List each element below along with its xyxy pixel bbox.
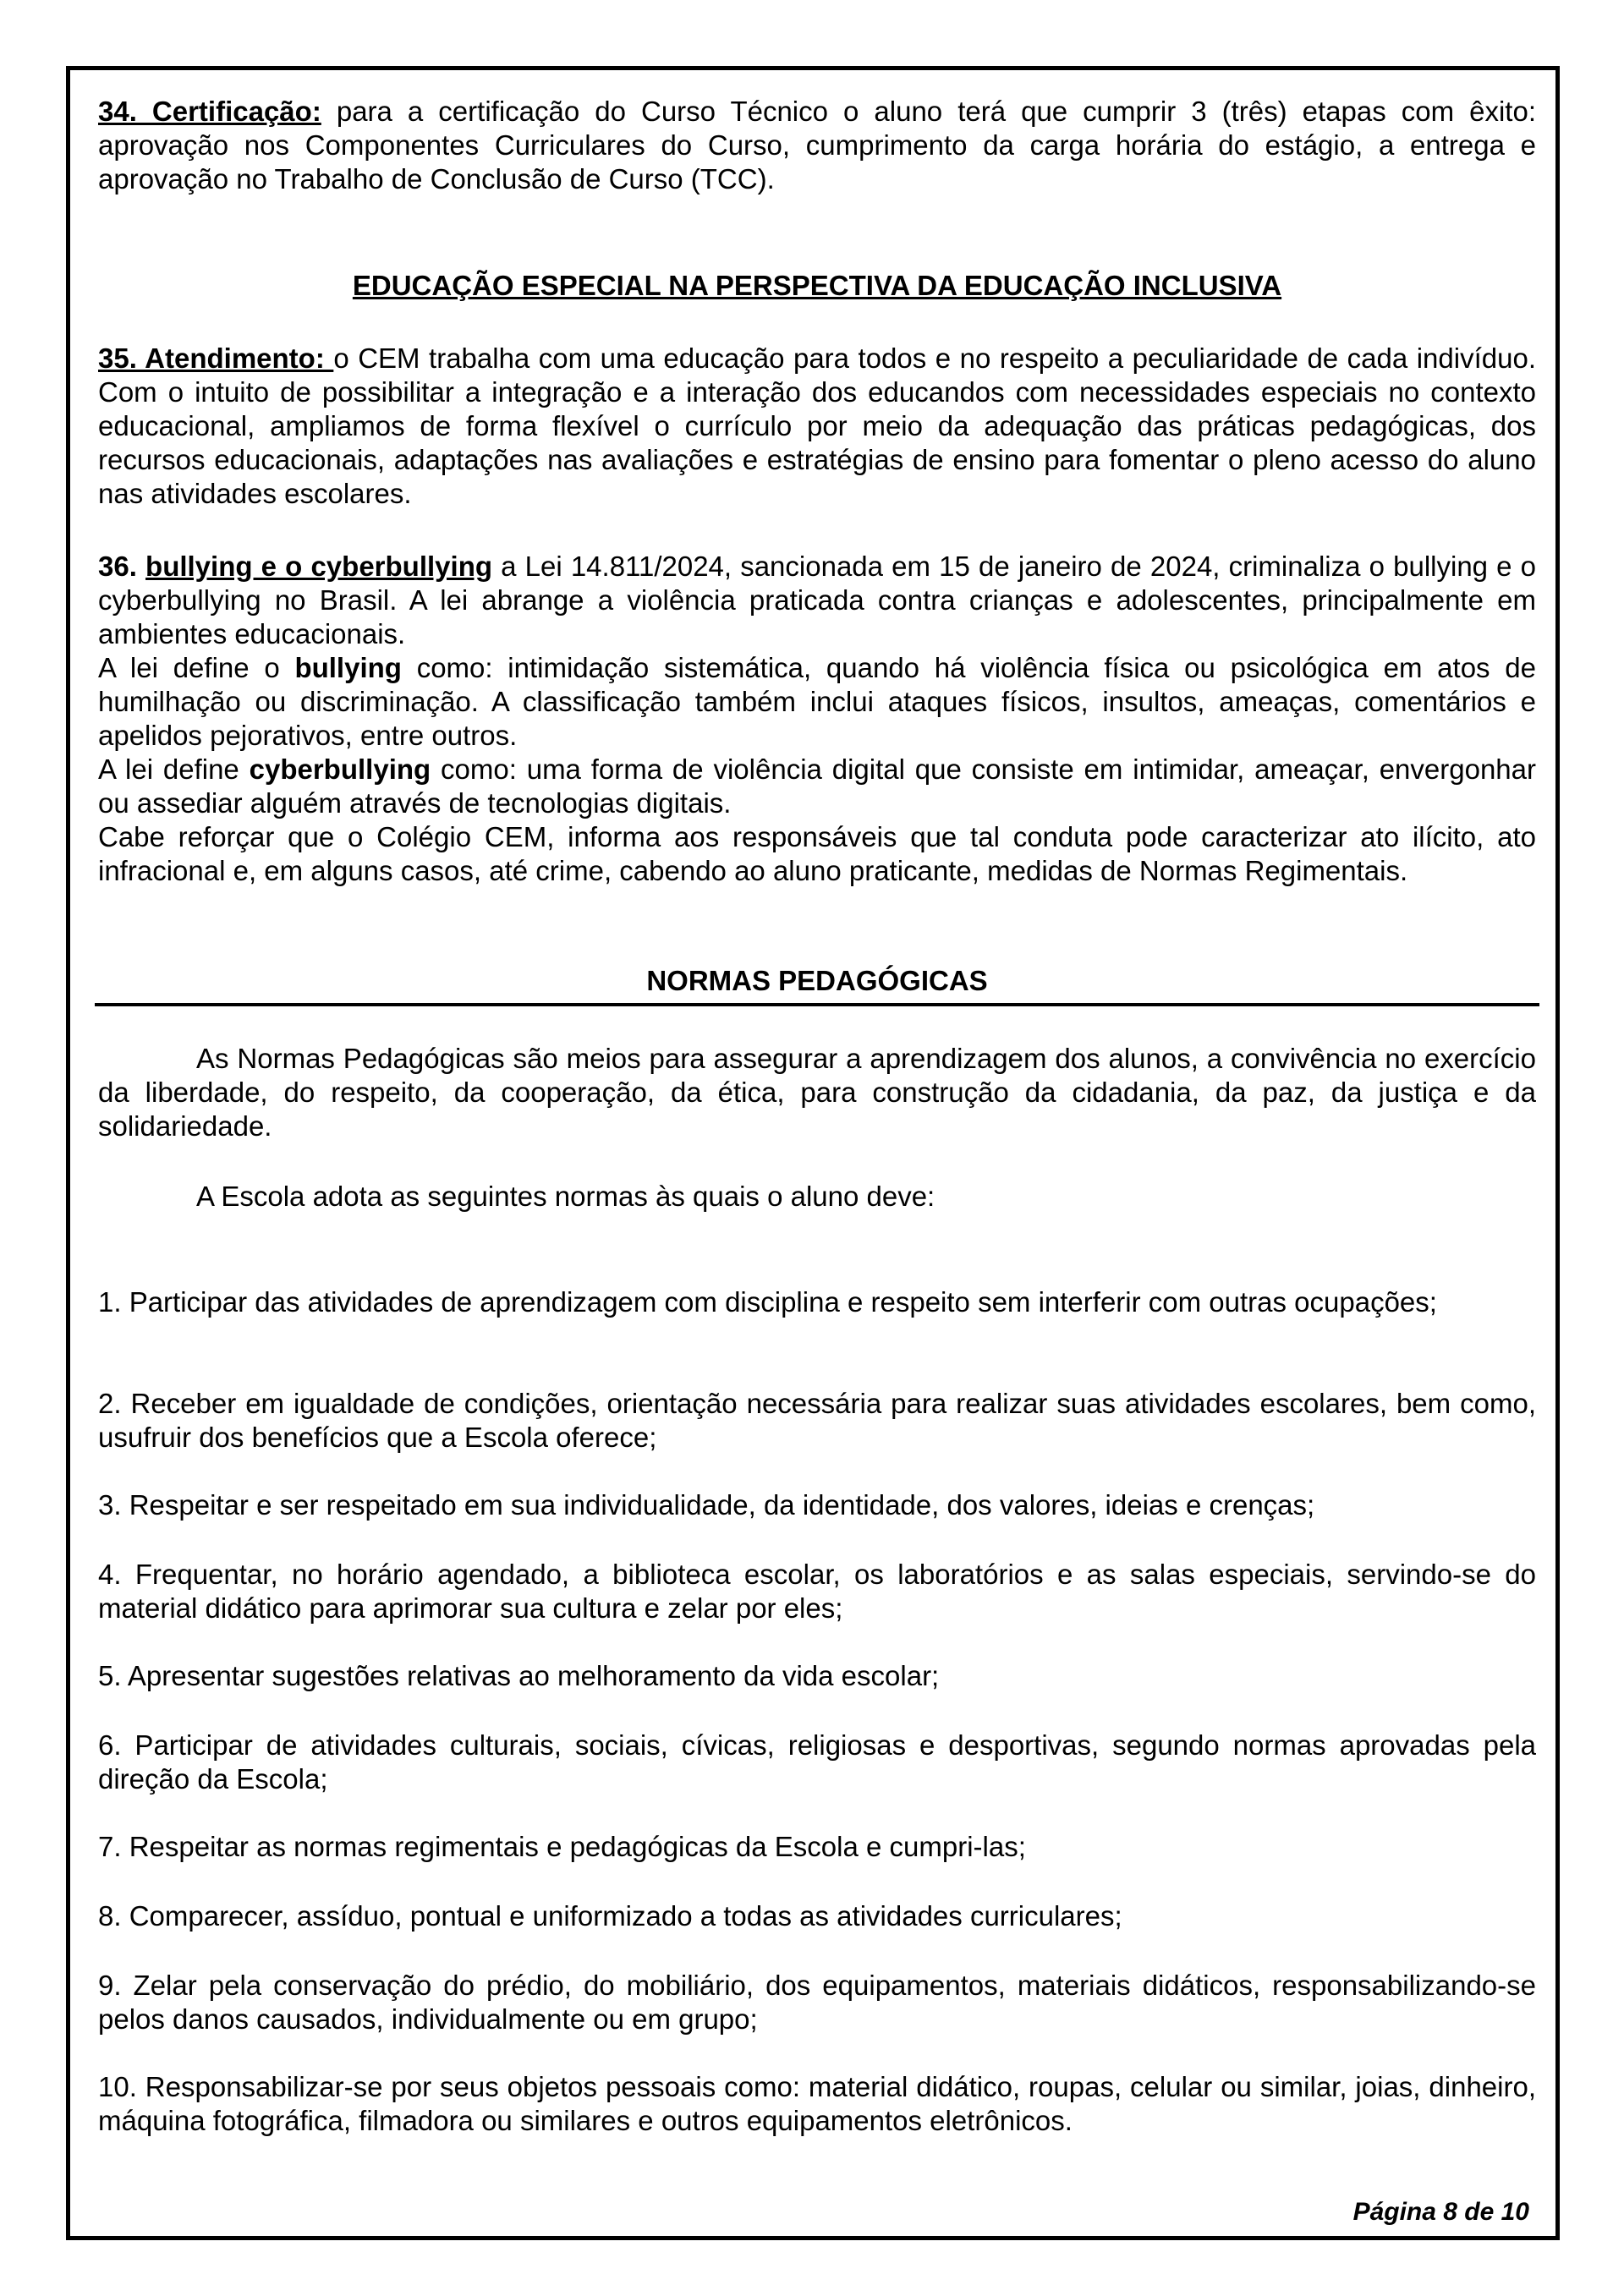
section-35-label: 35. Atendimento: [98,342,334,374]
heading-normas-pedagogicas: NORMAS PEDAGÓGICAS [646,965,988,996]
section-divider [95,1003,1539,1006]
norm-item-10: 10. Responsabilizar-se por seus objetos pessoais como: material didático, roupas, celular ou similar, joias, dinheiro, máquina fotográfica, filmadora ou similares e outros equipamentos eletrônicos. [98,2071,1536,2136]
section-36-closing: Cabe reforçar que o Colégio CEM, informa aos responsáveis que tal conduta pode caracterizar ato ilícito, ato infracional e, em alguns casos, até crime, cabendo ao aluno praticante, medidas de Normas Regimentais. [98,821,1536,886]
normas-intro-2 [98,1180,1536,1214]
bullying-definition: A lei define o bullying como: intimidação sistemática, quando há violência física ou psicológica em atos de humilhação ou discriminação. A classificação também inclui ataques físicos, insultos, ameaças, comentários e apelidos pejorativos, entre outros. [98,652,1536,751]
cyberbullying-term: cyberbullying [249,753,431,785]
section-34 [98,95,1536,196]
norm-item-7: 7. Respeitar as normas regimentais e pedagógicas da Escola e cumpri-las; [98,1831,1026,1862]
section-35 [98,342,1536,511]
heading-inclusive-education: EDUCAÇÃO ESPECIAL NA PERSPECTIVA DA EDUCAÇÃO INCLUSIVA [352,270,1282,301]
page-number: Página 8 de 10 [1352,2198,1529,2226]
normas-intro [98,1042,1536,1143]
norm-item-6: 6. Participar de atividades culturais, sociais, cívicas, religiosas e desportivas, segundo normas aprovadas pela direção da Escola; [98,1729,1536,1795]
section-34-text: para a certificação do Curso Técnico o aluno terá que cumprir 3 (três) etapas com êxito: aprovação nos Componentes Curriculares do Curso, cumprimento da carga horária do estágio, a entrega e aprovação no Trabalho de Conclusão de Curso (TCC). [98,96,1536,195]
norm-item-1: 1. Participar das atividades de aprendizagem com disciplina e respeito sem interferir com outras ocupações; [98,1286,1437,1318]
normas-intro-text: As Normas Pedagógicas são meios para assegurar a aprendizagem dos alunos, a convivência no exercício da liberdade, do respeito, da cooperação, da ética, para construção da cidadania, da paz, da justiça e da solidariedade. [98,1043,1536,1142]
section-34-label: 34. Certificação: [98,96,321,127]
section-35-text: o CEM trabalha com uma educação para todos e no respeito a peculiaridade de cada indivíduo. Com o intuito de possibilitar a integração e a interação dos educandos com necessidades especiais no contexto educacional, ampliamos de forma flexível o currículo por meio da adequação das práticas pedagógicas, dos recursos educacionais, adaptações nas avaliações e estratégias de ensino para fomentar o pleno acesso do aluno nas atividades escolares. [98,342,1536,509]
section-36-label: bullying e o cyberbullying [145,551,493,582]
norm-item-2: 2. Receber em igualdade de condições, orientação necessária para realizar suas atividades escolares, bem como, usufruir dos benefícios que a Escola oferece; [98,1388,1536,1453]
norm-item-5: 5. Apresentar sugestões relativas ao melhoramento da vida escolar; [98,1660,940,1691]
cyberbullying-definition: A lei define cyberbullying como: uma forma de violência digital que consiste em intimidar, ameaçar, envergonhar ou assediar alguém através de tecnologias digitais. [98,753,1536,819]
section-36-number: 36. [98,551,137,582]
bullying-term: bullying [294,652,402,683]
norm-item-9: 9. Zelar pela conservação do prédio, do mobiliário, dos equipamentos, materiais didáticos, responsabilizando-se pelos danos causados, individualmente ou em grupo; [98,1970,1536,2035]
section-36-text: a Lei 14.811/2024, sancionada em 15 de janeiro de 2024, criminaliza o bullying e o cyberbullying no Brasil. A lei abrange a violência praticada contra crianças e adolescentes, principalmente em ambientes educacionais. [98,551,1537,649]
section-36 [98,550,1536,888]
norm-item-3: 3. Respeitar e ser respeitado em sua individualidade, da identidade, dos valores, ideias e crenças; [98,1489,1315,1521]
normas-intro-2-text: A Escola adota as seguintes normas às quais o aluno deve: [196,1181,935,1212]
norm-item-8: 8. Comparecer, assíduo, pontual e uniformizado a todas as atividades curriculares; [98,1900,1122,1932]
norm-item-4: 4. Frequentar, no horário agendado, a biblioteca escolar, os laboratórios e as salas especiais, servindo-se do material didático para aprimorar sua cultura e zelar por eles; [98,1559,1536,1624]
